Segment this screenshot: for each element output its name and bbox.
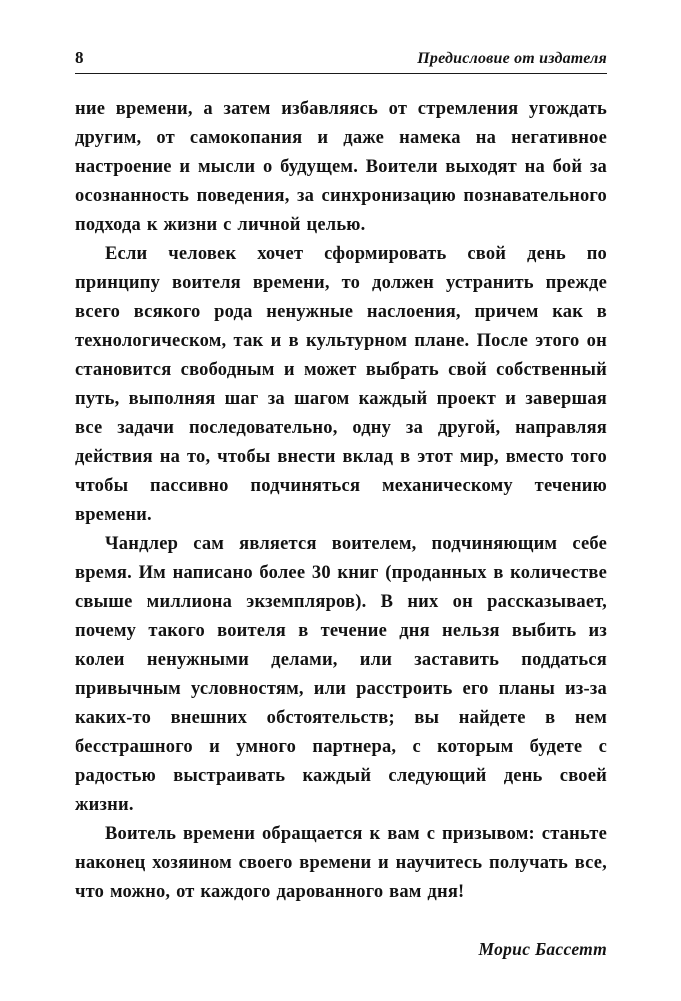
author-signature: Морис Бассетт [478,939,607,959]
page-header [75,48,607,74]
page-body [75,95,607,960]
paragraph: Воитель времени обращается к вам с призывом: станьте наконец хозяином своего времени и научитесь получать все, что можно, от каждого дарованного вам дня! [75,824,607,902]
paragraph: Чандлер сам является воителем, подчиняющим себе время. Им написано более 30 книг (проданных в количестве свыше миллиона экземпляров). В них он рассказывает, почему такого воителя в течение дня нельзя выбить из колеи ненужными делами, или заставить поддаться привычным условностям, или расстроить его планы из-за каких-то внешних обстоятельств; вы найдете в нем бесстрашного и умного партнера, с которым будете с радостью выстраивать каждый следующий день своей жизни. [75,534,607,815]
running-title: Предисловие от издателя [417,50,607,67]
paragraph: Если человек хочет сформировать свой день по принципу воителя времени, то должен устранить прежде всего всякого рода ненужные наслоения, причем как в технологическом, так и в культурном плане. После этого он становится свободным и может выбрать свой собственный путь, выполняя шаг за шагом каждый проект и завершая все задачи последовательно, одну за другой, направляя действия на то, чтобы внести вклад в этот мир, вместо того чтобы пассивно подчиняться механическому течению времени. [75,244,607,525]
paragraph-continuation: ние времени, а затем избавляясь от стремления угождать другим, от самокопания и даже намека на негативное настроение и мысли о будущем. Воители выходят на бой за осознанность поведения, за синхронизацию познавательного подхода к жизни с личной целью. [75,99,607,235]
page-number: 8 [75,48,84,67]
